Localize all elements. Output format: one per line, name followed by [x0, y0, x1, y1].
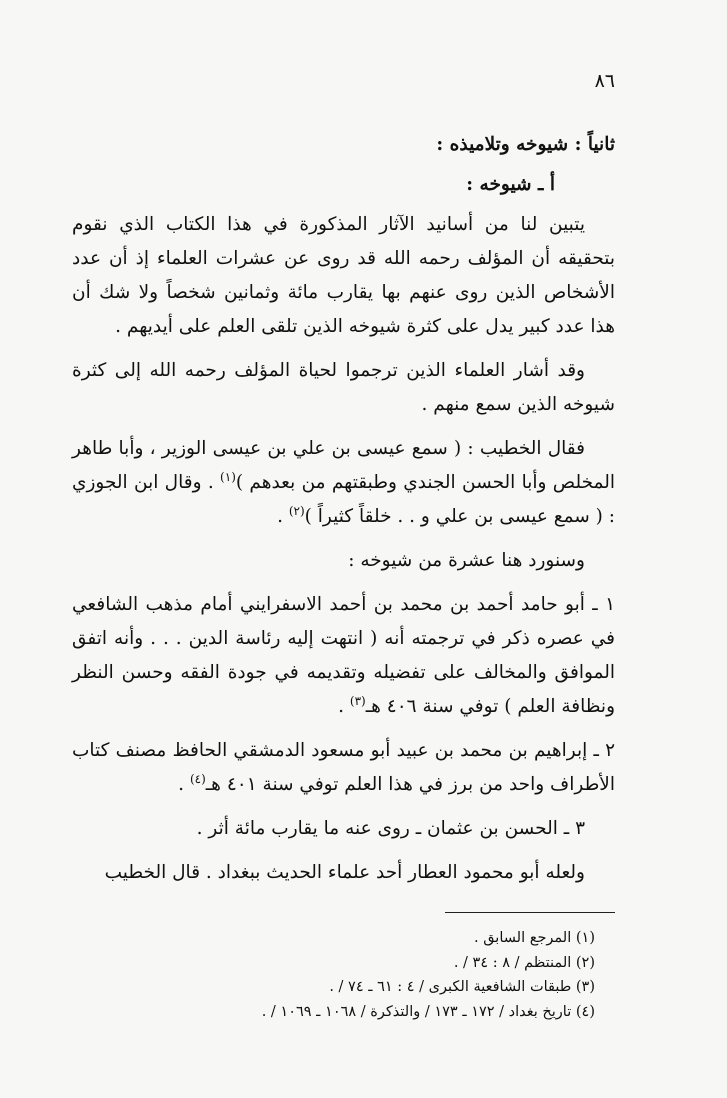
list-item-1 — [72, 588, 615, 724]
paragraph-4: وسنورد هنا عشرة من شيوخه : — [348, 550, 585, 571]
page-body — [72, 128, 615, 890]
footnote-4: (٤) تاريخ بغداد / ١٧٢ ـ ١٧٣ / والتذكرة / ١٠٦٨ ـ ١٠٦٩ / . — [261, 1003, 595, 1020]
section-heading: ثانياً : شيوخه وتلاميذه : — [436, 134, 615, 155]
paragraph-5: ولعله أبو محمود العطار أحد علماء الحديث ببغداد . قال الخطيب — [104, 862, 585, 883]
page-number: ٨٦ — [594, 70, 615, 92]
paragraph-1: يتبين لنا من أسانيد الآثار المذكورة في هذا الكتاب الذي نقوم بتحقيقه أن المؤلف رحمه الله قد روى عن عشرات العلماء إذ أن عدد الأشخاص الذين روى عنهم بها يقارب مائة وثمانين شخصاً ولا شك أن هذا عدد كبير يدل على كثرة شيوخه الذين تلقى العلم على أيديهم . — [72, 214, 615, 337]
footnotes — [262, 926, 595, 1024]
list-item-2-end: . — [178, 774, 190, 795]
footnote-ref-3: (٣) — [349, 693, 366, 708]
footnote-1: (١) المرجع السابق . — [473, 930, 595, 946]
paragraph-3 — [72, 432, 615, 534]
paragraph-3-part-c: . — [277, 506, 289, 527]
footnote-3: (٣) طبقات الشافعية الكبرى / ٤ : ٦١ ـ ٧٤ / . — [329, 979, 595, 995]
footnote-2: (٢) المنتظم / ٨ : ٣٤ / . — [453, 954, 595, 971]
footnote-ref-4: (٤) — [189, 771, 206, 786]
paragraph-3-part-a: فقال الخطيب : ( سمع عيسى بن علي بن عيسى الوزير ، وأبا طاهر المخلص وأبا الحسن الجندي وطبقتهم من بعدهم ) — [72, 438, 615, 493]
list-item-2 — [72, 734, 615, 802]
paragraph-3-part-b: . وقال ابن الجوزي : ( سمع عيسى بن علي و . . خلقاً كثيراً ) — [72, 472, 615, 527]
sub-heading: أ ـ شيوخه : — [466, 174, 555, 195]
footnote-divider — [445, 912, 615, 913]
list-item-1-end: . — [338, 696, 350, 717]
paragraph-2: وقد أشار العلماء الذين ترجموا لحياة المؤلف رحمه الله إلى كثرة شيوخه الذين سمع منهم . — [72, 360, 615, 415]
footnote-ref-2: (٢) — [288, 503, 305, 518]
list-item-2-text: ٢ ـ إبراهيم بن محمد بن عبيد أبو مسعود الدمشقي الحافظ مصنف كتاب الأطراف واحد من برز في هذا العلم توفي سنة ٤٠١ هـ — [72, 740, 615, 795]
footnote-ref-1: (١) — [220, 469, 236, 484]
list-item-1-text: ١ ـ أبو حامد أحمد بن محمد بن أحمد الاسفرايني أمام مذهب الشافعي في عصره ذكر في ترجمته أنه ( انتهت إليه رئاسة الدين . . . وأنه اتفق الموافق والمخالف على تفضيله وتقديمه في جودة الفقه وحسن النظر ونظافة العلم ) توفي سنة ٤٠٦ هـ — [72, 594, 615, 717]
list-item-3: ٣ ـ الحسن بن عثمان ـ روى عنه ما يقارب مائة أثر . — [196, 818, 585, 839]
